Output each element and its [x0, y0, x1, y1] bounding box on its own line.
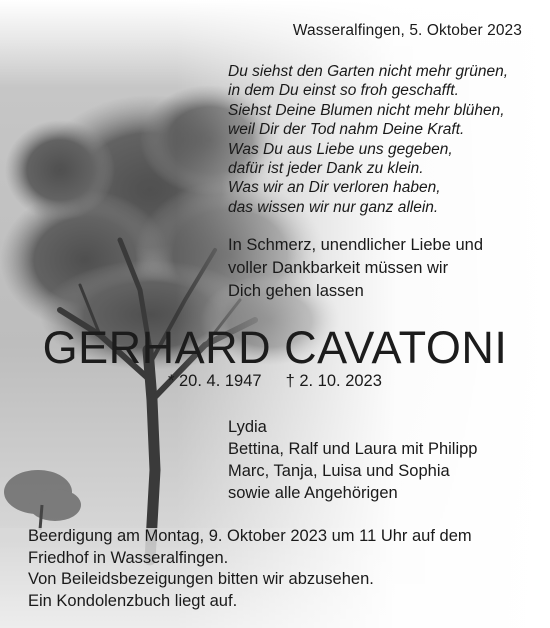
family-line: Marc, Tanja, Luisa und Sophia: [228, 462, 450, 480]
dateline: Wasseralfingen, 5. Oktober 2023: [292, 22, 522, 39]
birth-date: * 20. 4. 1947: [168, 372, 262, 390]
family-line: sowie alle Angehörigen: [228, 484, 398, 502]
poem-line: Siehst Deine Blumen nicht mehr blühen,: [228, 101, 505, 119]
poem-line: Du siehst den Garten nicht mehr grünen,: [228, 63, 509, 80]
funeral-info: [28, 526, 472, 612]
intro-line: Dich gehen lassen: [228, 282, 364, 300]
poem: [228, 62, 508, 217]
poem-line: in dem Du einst so froh geschafft.: [228, 82, 459, 100]
life-dates: [168, 372, 382, 391]
family-line: Lydia: [228, 418, 267, 436]
intro-line: In Schmerz, unendlicher Liebe und: [228, 236, 483, 254]
funeral-line: Friedhof in Wasseralfingen.: [28, 548, 229, 567]
funeral-line: Ein Kondolenzbuch liegt auf.: [28, 591, 238, 610]
intro-text: [228, 234, 483, 303]
family-list: [228, 416, 477, 504]
deceased-name: GERHARD CAVATONI: [42, 322, 508, 373]
poem-line: weil Dir der Tod nahm Deine Kraft.: [228, 121, 465, 139]
poem-line: Was wir an Dir verloren haben,: [228, 179, 441, 197]
family-line: Bettina, Ralf und Laura mit Philipp: [228, 440, 478, 458]
poem-line: Was Du aus Liebe uns gegeben,: [228, 140, 453, 158]
intro-line: voller Dankbarkeit müssen wir: [228, 259, 449, 277]
poem-line: dafür ist jeder Dank zu klein.: [228, 160, 424, 178]
funeral-line: Beerdigung am Montag, 9. Oktober 2023 um 11 Uhr auf dem: [28, 527, 472, 545]
funeral-line: Von Beileidsbezeigungen bitten wir abzusehen.: [28, 570, 374, 588]
poem-line: das wissen wir nur ganz allein.: [228, 198, 439, 216]
death-date: † 2. 10. 2023: [285, 372, 382, 390]
